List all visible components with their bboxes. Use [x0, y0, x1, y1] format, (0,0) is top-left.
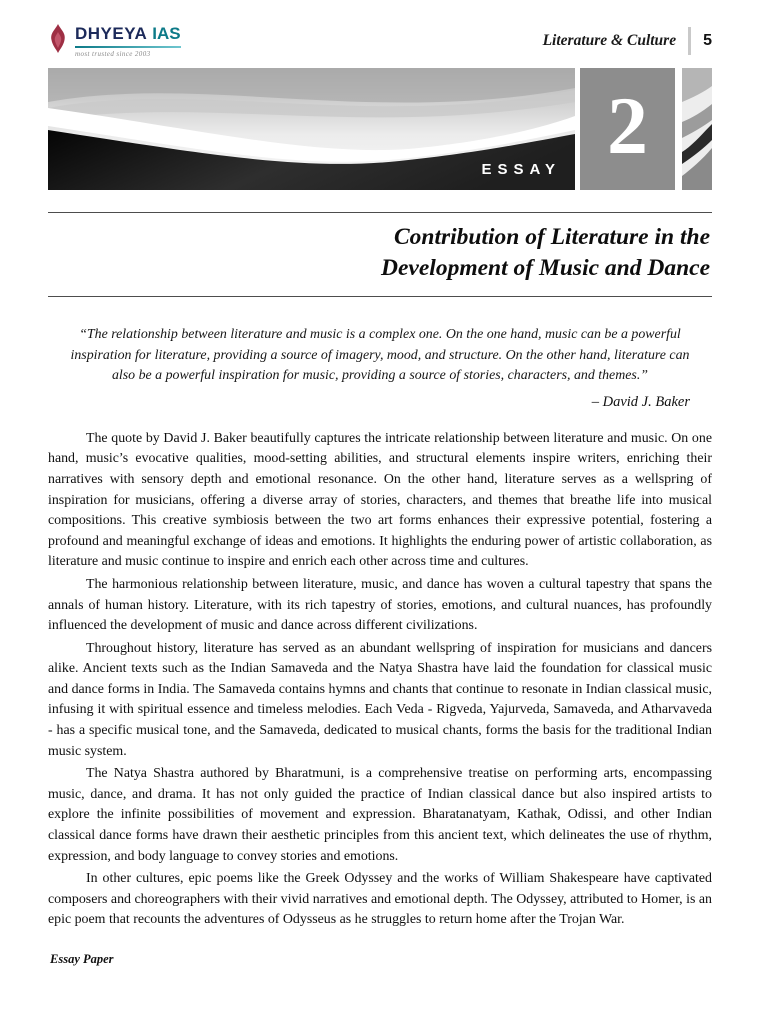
essay-title-line-2: Development of Music and Dance — [381, 255, 710, 282]
logo-underline — [75, 46, 181, 48]
banner-wave-graphic — [48, 68, 575, 190]
banner-section-label: ESSAY — [481, 161, 561, 178]
paragraph: The harmonious relationship between literature, music, and dance has woven a cultural tapestry that spans the annals of human history. Literature, with its rich tapestry of stories, emotions, and cultural nuances, has profoundly influenced the development of music and dance across different civilizations. — [48, 576, 712, 634]
brand-name-secondary: IAS — [152, 24, 181, 43]
paragraph: In other cultures, epic poems like the Greek Odyssey and the works of William Shakespeare have captivated composers and choreographers with their vivid narratives and emotional depth. The Odyssey, attributed to Homer, is an epic poem that recounts the adventures of Odysseus as he struggles to return home after the Trojan War. — [48, 871, 712, 928]
essay-body — [48, 429, 712, 931]
page-header — [0, 0, 760, 58]
quote-attribution: – David J. Baker — [591, 393, 690, 410]
quote-text: “The relationship between literature and music is a complex one. On the one hand, music can be a powerful inspiration for literature, providing a source of imagery, mood, and structure. On the other hand, literature can also be a powerful inspiration for music, providing a source of stories, characters, and themes.” — [70, 327, 690, 384]
essay-title-block — [48, 212, 712, 297]
brand-logo — [48, 24, 181, 58]
wave-fragment-svg — [682, 68, 712, 190]
brand-name-primary: DHYEYA — [75, 24, 148, 43]
paragraph: The Natya Shastra authored by Bharatmuni, is a comprehensive treatise on performing arts, encompassing music, dance, and drama. It has not only guided the practice of Indian classical dance but also inspired artists to explore the infinite possibilities of movement and expression. Bharatanatyam, Kathak, Odissi, and other Indian classical dance forms have drawn their aesthetic principles from this ancient text, which delineates the use of rhythm, expression, and body language to convey stories and emotions. — [48, 766, 712, 864]
chapter-number-box — [580, 68, 675, 190]
chapter-subject-label: Literature & Culture — [542, 32, 677, 49]
chapter-banner — [48, 68, 712, 190]
essay-title-line-1: Contribution of Literature in the — [393, 224, 710, 250]
logo-tagline: most trusted since 2003 — [75, 50, 151, 58]
chapter-number: 2 — [607, 80, 648, 171]
header-right — [543, 27, 712, 55]
header-divider — [688, 27, 691, 55]
paragraph: The quote by David J. Baker beautifully captures the intricate relationship between literature and music. On one hand, music’s evocative qualities, mood-setting abilities, and structural elements inspire writers, enriching their narratives with sensory depth and emotional resonance. On the other hand, literature serves as a wellspring of inspiration for musicians, offering a diverse array of stories, characters, and themes that breathe life into musical compositions. This creative symbiosis between the two art forms enhances their expressive potential, fostering a profound and meaningful exchange of ideas and emotions. It highlights the enduring power of artistic collaboration, as literature and music continue to inspire and enrich each other across time and cultures. — [48, 430, 712, 570]
logo-wordmark — [75, 24, 181, 44]
banner-right-fragment — [682, 68, 712, 190]
opening-quote — [58, 325, 702, 411]
footer-section-label: Essay Paper — [50, 952, 114, 966]
logo-text-block — [75, 24, 181, 58]
page-number: 5 — [703, 32, 712, 49]
paragraph: Throughout history, literature has served as an abundant wellspring of inspiration for musicians and dancers alike. Ancient texts such as the Indian Samaveda and the Natya Shastra have laid the foundation for classical music and dance forms in India. The Samaveda contains hymns and chants that continue to resonate in Indian classical music, infusing it with spiritual essence and timeless melodies. Each Veda - Rigveda, Yajurveda, Samaveda, and Atharvaveda - has a specific musical tone, and the Samaveda, dedicated to musical chants, forms the basis for the traditional Indian music system. — [48, 640, 712, 759]
logo-flame-icon — [48, 24, 68, 54]
